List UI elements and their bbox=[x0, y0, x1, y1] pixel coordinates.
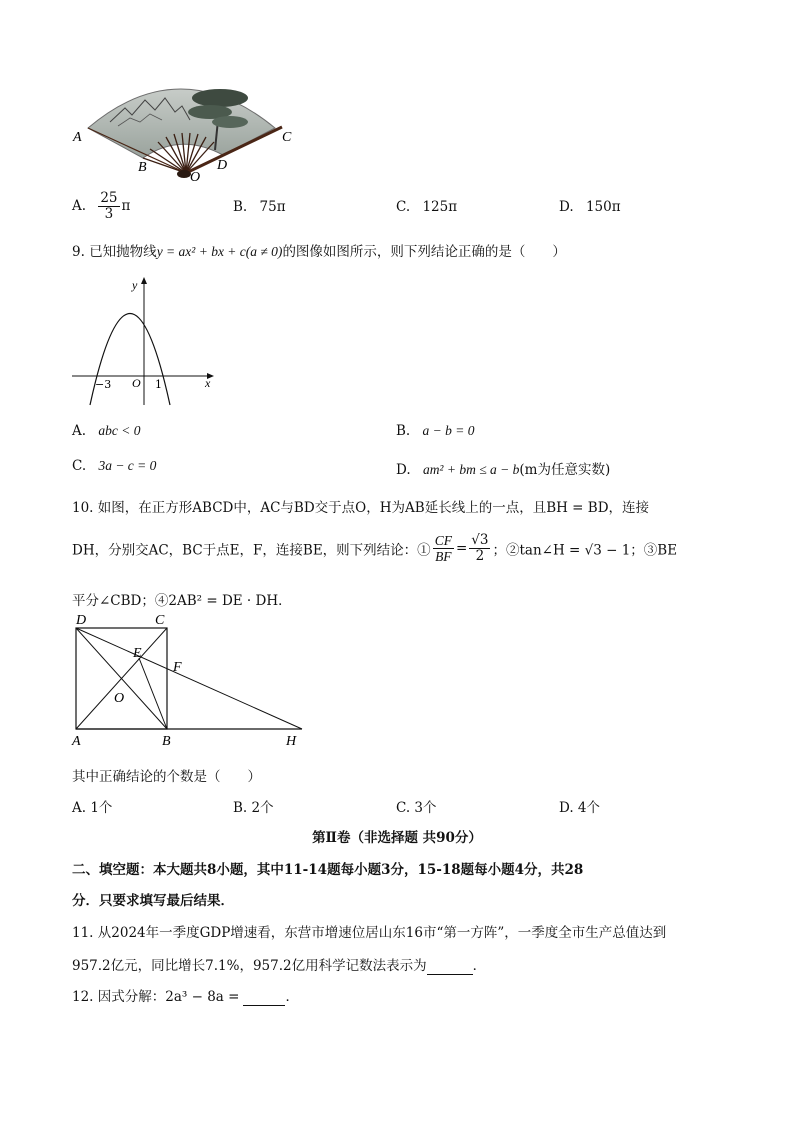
parabola-curve bbox=[90, 314, 170, 406]
q9-option-a[interactable]: A. abc < 0 bbox=[72, 423, 141, 439]
q12-line: 12. 因式分解：2a³ − 8a = ． bbox=[72, 989, 299, 1005]
fan-figure bbox=[70, 70, 310, 185]
q10-option-d[interactable]: D. 4个 bbox=[559, 800, 601, 816]
graph-label-x: x bbox=[205, 376, 211, 390]
fan-label-o: O bbox=[190, 170, 201, 185]
fan-label-c: C bbox=[282, 130, 292, 145]
graph-label-y: y bbox=[132, 278, 138, 292]
figure-label-h: H bbox=[286, 734, 297, 749]
q11-answer-blank[interactable] bbox=[427, 958, 473, 975]
q9-stem: 9. 已知抛物线y = ax² + bx + c(a ≠ 0)的图像如图所示，则下列结论正确的是（ ） bbox=[72, 244, 566, 260]
q8-option-d[interactable]: D. 150π bbox=[559, 199, 621, 215]
q10-option-b[interactable]: B. 2个 bbox=[233, 800, 274, 816]
figure-label-a: A bbox=[72, 734, 81, 749]
graph-label-1: 1 bbox=[155, 378, 162, 391]
q10-question: 其中正确结论的个数是（ ） bbox=[72, 769, 261, 785]
q9-formula: y = ax² + bx + c(a ≠ 0) bbox=[156, 244, 283, 259]
q11-line-2: 957.2亿元，同比增长7.1%，957.2亿用科学记数法表示为 ． bbox=[72, 958, 487, 974]
q8-option-a[interactable]: A. $\frac{25}{3}$ π bbox=[72, 190, 131, 222]
q8-option-b[interactable]: B. 75π bbox=[233, 199, 286, 215]
q10-line-1: 10. 如图，在正方形ABCD中，AC与BD交于点O，H为AB延长线上的一点，且BH = BD，连接 bbox=[72, 500, 650, 516]
q11-line-1: 11. 从2024年一季度GDP增速看，东营市增速位居山东16市“第一方阵”，一季度全市生产总值达到 bbox=[72, 925, 667, 941]
section-heading-line-2: 分．只要求填写最后结果． bbox=[72, 893, 234, 909]
parabola-graph bbox=[68, 275, 218, 410]
q10-line-3: 平分∠CBD；④2AB² = DE · DH． bbox=[72, 593, 292, 609]
graph-label-o: O bbox=[132, 376, 141, 390]
q9-option-c[interactable]: C. 3a − c = 0 bbox=[72, 458, 157, 474]
figure-label-d: D bbox=[76, 615, 87, 628]
q8-option-c[interactable]: C. 125π bbox=[396, 199, 458, 215]
figure-label-o: O bbox=[114, 691, 125, 706]
fan-label-b: B bbox=[138, 160, 147, 175]
q10-option-a[interactable]: A. 1个 bbox=[72, 800, 113, 816]
section-title: 第Ⅱ卷（非选择题 共90分） bbox=[312, 830, 482, 846]
graph-label-neg3: −3 bbox=[95, 378, 112, 391]
figure-label-c: C bbox=[155, 615, 165, 628]
q10-option-c[interactable]: C. 3个 bbox=[396, 800, 437, 816]
section-heading-line-1: 二、填空题：本大题共8小题，其中11-14题每小题3分，15-18题每小题4分，共28 bbox=[72, 862, 584, 878]
square-figure bbox=[66, 615, 316, 755]
figure-label-f: F bbox=[173, 660, 182, 675]
fan-label-a: A bbox=[73, 130, 82, 145]
figure-label-b: B bbox=[162, 734, 171, 749]
q10-line-2: DH，分别交AC，BC于点E，F，连接BE，则下列结论：① $\frac{CF}{BF}$ = $\frac{√3}{2}$ ；②tan∠H = √3 − 1；③BE bbox=[72, 532, 678, 564]
q9-option-b[interactable]: B. a − b = 0 bbox=[396, 423, 475, 439]
q9-option-d[interactable]: D. am² + bm ≤ a − b(m为任意实数) bbox=[396, 462, 611, 478]
q12-answer-blank[interactable] bbox=[243, 989, 285, 1006]
fan-label-d: D bbox=[217, 158, 228, 173]
figure-label-e: E bbox=[133, 646, 142, 661]
q8-option-a-fraction: $\frac{25}{3}$ bbox=[100, 190, 118, 222]
